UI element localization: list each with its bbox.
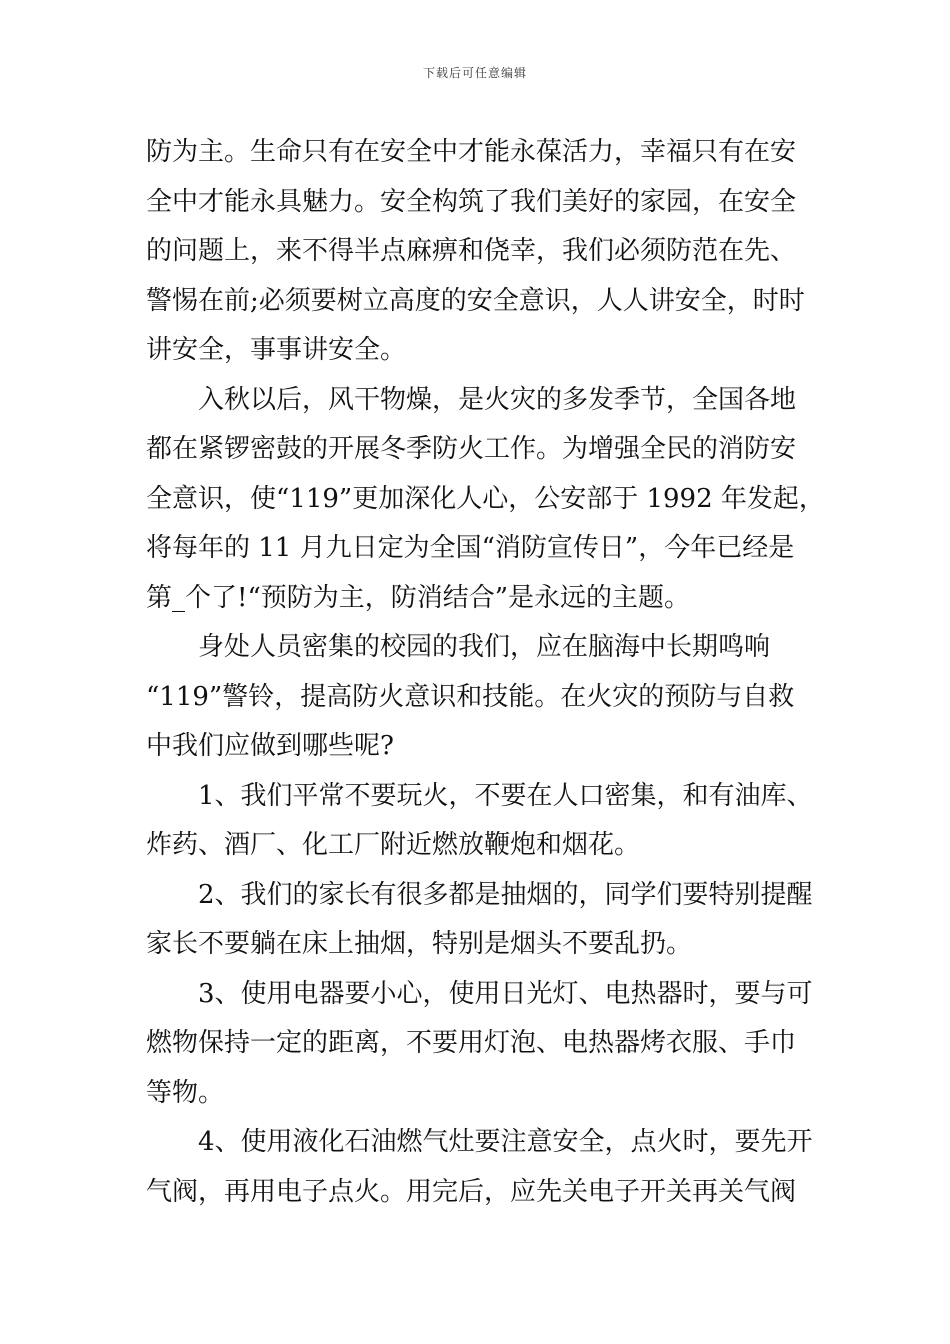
text-line: 全中才能永具魅力。安全构筑了我们美好的家园，在安全 xyxy=(146,186,797,217)
document-body xyxy=(146,128,825,1217)
text-line: 的问题上，来不得半点麻痹和侥幸，我们必须防范在先、 xyxy=(146,236,797,266)
text-line: 都在紧锣密鼓的开展冬季防火工作。为增强全民的消防安 xyxy=(146,434,797,464)
text-line: 2、我们的家长有很多都是抽烟的，同学们要特别提醒 xyxy=(198,879,813,910)
text-line: 家长不要躺在床上抽烟，特别是烟头不要乱扔。 xyxy=(146,929,693,959)
text-line: 全意识，使“119”更加深化人心，公安部于 1992 年发起， xyxy=(146,483,825,514)
text-line: 第_个了!“预防为主，防消结合”是永远的主题。 xyxy=(146,582,691,613)
text-line: 入秋以后，风干物燥，是火灾的多发季节，全国各地 xyxy=(198,384,797,415)
text-line: “119”警铃，提高防火意识和技能。在火灾的预防与自救 xyxy=(146,681,795,712)
text-line: 防为主。生命只有在安全中才能永葆活力，幸福只有在安 xyxy=(146,137,797,167)
text-line: 1、我们平常不要玩火，不要在人口密集，和有油库、 xyxy=(198,780,813,811)
text-line: 中我们应做到哪些呢? xyxy=(146,731,394,761)
text-line: 燃物保持一定的距离，不要用灯泡、电热器烤衣服、手巾 xyxy=(146,1028,797,1058)
text-line: 将每年的 11 月九日定为全国“消防宣传日”，今年已经是 xyxy=(146,533,795,563)
text-line: 炸药、酒厂、化工厂附近燃放鞭炮和烟花。 xyxy=(146,830,641,860)
text-line: 警惕在前;必须要树立高度的安全意识，人人讲安全，时时 xyxy=(146,285,805,316)
page-header: 下载后可任意编辑 xyxy=(422,66,527,80)
text-line: 3、使用电器要小心，使用日光灯、电热器时，要与可 xyxy=(198,978,813,1009)
text-line: 身处人员密集的校园的我们，应在脑海中长期鸣响 xyxy=(198,632,771,662)
text-line: 讲安全，事事讲安全。 xyxy=(146,335,407,365)
text-line: 等物。 xyxy=(146,1077,225,1108)
text-line: 气阀，再用电子点火。用完后，应先关电子开关再关气阀 xyxy=(146,1176,797,1207)
text-line: 4、使用液化石油燃气灶要注意安全，点火时，要先开 xyxy=(198,1127,813,1157)
